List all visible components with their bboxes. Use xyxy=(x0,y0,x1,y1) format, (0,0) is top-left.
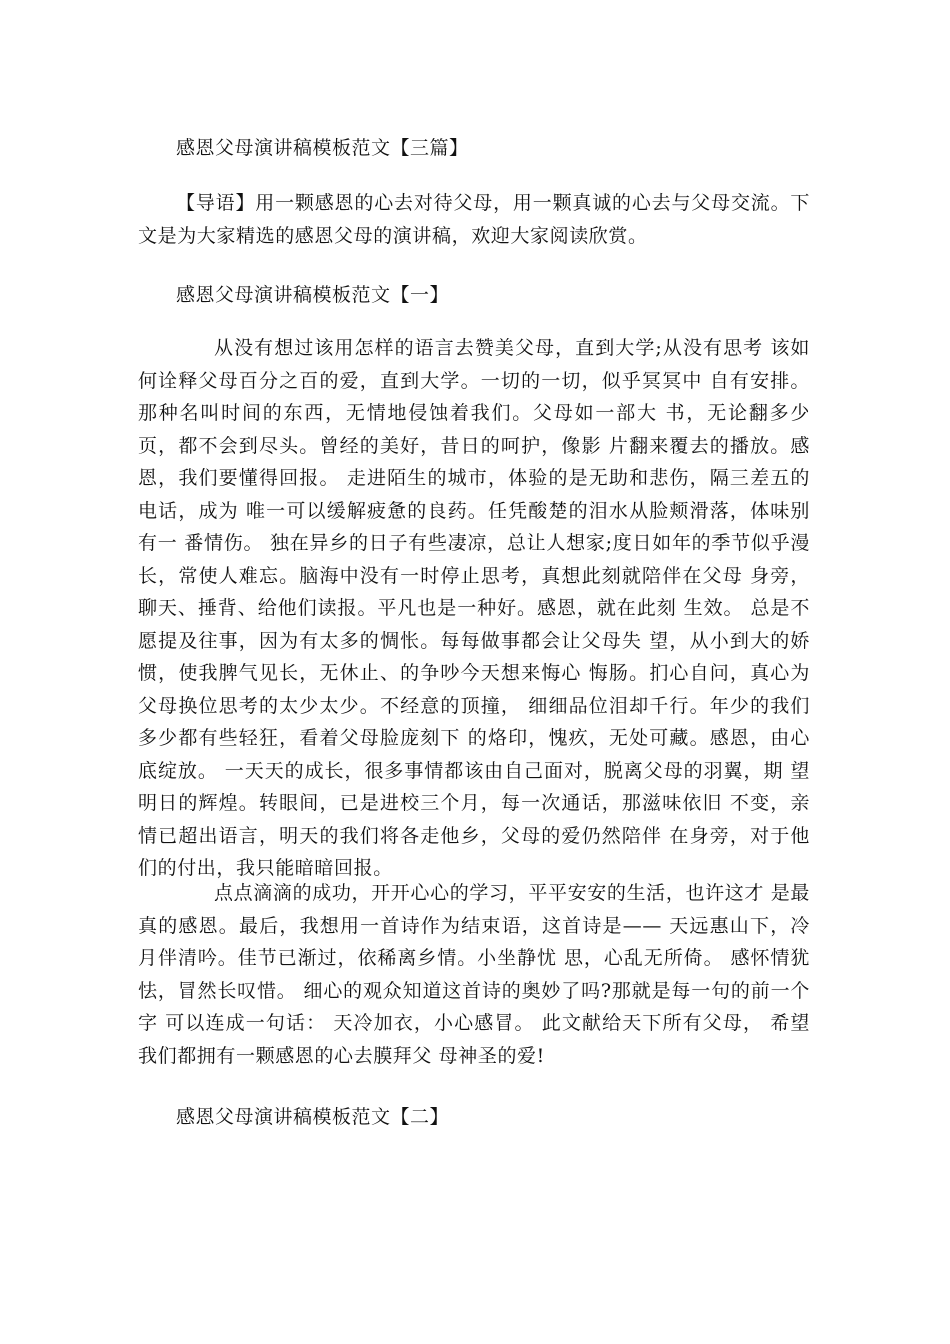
section-1-heading: 感恩父母演讲稿模板范文【一】 xyxy=(176,284,450,306)
document-title: 感恩父母演讲稿模板范文【三篇】 xyxy=(176,137,469,159)
section-1-paragraph-2: 点点滴滴的成功，开开心心的学习，平平安安的生活，也许这才 是最真的感恩。最后，我想用一首诗作为结束语，这首诗是—— 天远惠山下，冷月伴清吟。佳节已渐过，依稀离乡情。小坐静忧 思，心乱无所倚。 感怀情犹怯，冒然长叹惜。 细心的观众知道这首诗的奥妙了吗?那就是每一句的前一个字 可以连成一句话： 天冷加衣，小心感冒。 此文献给天下所有父母， 希望我们都拥有一颗感恩的心去膜拜父 母神圣的爱! xyxy=(138,882,810,1067)
section-2-heading: 感恩父母演讲稿模板范文【二】 xyxy=(176,1106,450,1128)
section-1-paragraph-1: 从没有想过该用怎样的语言去赞美父母，直到大学;从没有思考 该如何诠释父母百分之百的爱，直到大学。一切的一切，似乎冥冥中 自有安排。那种名叫时间的东西，无情地侵蚀着我们。父母如一部大 书，无论翻多少页，都不会到尽头。曾经的美好，昔日的呵护，像影 片翻来覆去的播放。感恩，我们要懂得回报。 走进陌生的城市，体验的是无助和悲伤，隔三差五的电话，成为 唯一可以缓解疲惫的良药。任凭酸楚的泪水从脸颊滑落，体味别有一 番情伤。 独在异乡的日子有些凄凉，总让人想家;度日如年的季节似乎漫 长，常使人难忘。脑海中没有一时停止思考，真想此刻就陪伴在父母 身旁，聊天、捶背、给他们读报。平凡也是一种好。感恩，就在此刻 生效。 总是不愿提及往事，因为有太多的惆怅。每每做事都会让父母失 望，从小到大的娇惯，使我脾气见长，无休止、的争吵今天想来悔心 悔肠。扪心自问，真心为父母换位思考的太少太少。不经意的顶撞， 细细品位泪却千行。年少的我们多少都有些轻狂，看着父母脸庞刻下 的烙印，愧疚，无处可藏。感恩，由心底绽放。 一天天的成长，很多事情都该由自己面对，脱离父母的羽翼，期 望明日的辉煌。转眼间，已是进校三个月，每一次通话，那滋味依旧 不变，亲情已超出语言，明天的我们将各走他乡，父母的爱仍然陪伴 在身旁，对于他们的付出，我只能暗暗回报。 xyxy=(138,337,810,879)
intro-paragraph: 【导语】用一颗感恩的心去对待父母，用一颗真诚的心去与父母交流。下文是为大家精选的感恩父母的演讲稿，欢迎大家阅读欣赏。 xyxy=(138,192,810,247)
